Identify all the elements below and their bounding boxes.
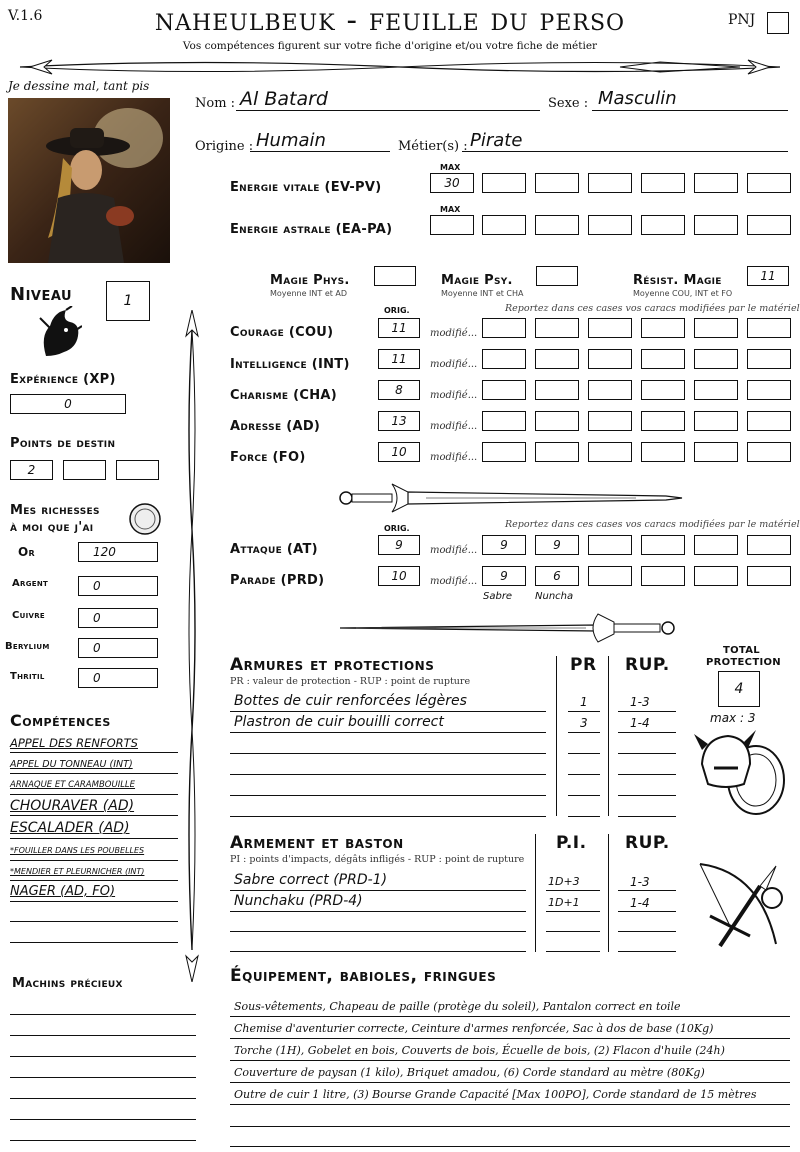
armure-rup[interactable]: 1-3 bbox=[630, 695, 650, 709]
machins-label: Machins précieux bbox=[12, 976, 123, 991]
ev-max-label: MAX bbox=[440, 163, 461, 172]
attaque-mod-box[interactable] bbox=[747, 535, 791, 555]
page-title: naheulbeuk - feuille du perso bbox=[154, 2, 626, 38]
armures-col-rup: RUP. bbox=[625, 655, 670, 675]
parade-mod-box[interactable] bbox=[641, 566, 685, 586]
stat-orig-box[interactable]: 10 bbox=[378, 442, 420, 462]
stat-mod-box[interactable] bbox=[641, 380, 685, 400]
ea-box[interactable] bbox=[641, 215, 685, 235]
arme-pi[interactable]: 1D+3 bbox=[548, 875, 580, 888]
weapons-icon bbox=[690, 856, 790, 952]
xp-label: Expérience (XP) bbox=[10, 372, 116, 387]
ev-box[interactable] bbox=[747, 173, 791, 193]
weapon-column-label: Sabre bbox=[483, 591, 513, 602]
attaque-label: Attaque (AT) bbox=[230, 542, 318, 557]
equipement-line[interactable]: Chemise d'aventurier correcte, Ceinture d'armes renforcée, Sac à dos de base (10Kg) bbox=[234, 1022, 714, 1035]
nom-field[interactable]: Al Batard bbox=[240, 88, 328, 110]
parade-modifie-label: modifié... bbox=[430, 576, 478, 587]
money-box[interactable]: 120 bbox=[78, 542, 158, 562]
niveau-label: Niveau bbox=[10, 284, 73, 305]
parade-mod-box[interactable] bbox=[747, 566, 791, 586]
stat-mod-box[interactable] bbox=[588, 380, 632, 400]
magie-psy-label: Magie Psy. bbox=[441, 273, 513, 288]
sword-ornament bbox=[336, 478, 686, 518]
arme-rup[interactable]: 1-3 bbox=[630, 875, 650, 889]
armures-title: Armures et protections bbox=[230, 655, 435, 675]
stat-label: Courage (COU) bbox=[230, 325, 334, 340]
resist-magie-box[interactable]: 11 bbox=[747, 266, 789, 286]
richesses-label: Mes richesses bbox=[10, 503, 100, 518]
competence-item[interactable]: APPEL DES RENFORTS bbox=[10, 736, 138, 750]
destin-box[interactable] bbox=[116, 460, 159, 480]
stat-mod-box[interactable] bbox=[747, 411, 791, 431]
money-label: Or bbox=[18, 545, 35, 559]
dragon-icon bbox=[36, 306, 82, 360]
armement-note: PI : points d'impacts, dégâts infligés - RUP : point de rupture bbox=[230, 854, 525, 865]
ev-box[interactable] bbox=[641, 173, 685, 193]
stats-orig-label: ORIG. bbox=[384, 306, 410, 315]
ev-box[interactable] bbox=[482, 173, 526, 193]
competence-item[interactable]: *MENDIER ET PLEURNICHER (INT) bbox=[10, 867, 145, 876]
stat-mod-box[interactable] bbox=[482, 349, 526, 369]
armures-col-pr: PR bbox=[570, 655, 597, 675]
stat-mod-box[interactable] bbox=[641, 349, 685, 369]
total-protection-label: TOTAL bbox=[723, 645, 760, 656]
stats-note: Reportez dans ces cases vos caracs modifiées par le matériel bbox=[505, 303, 800, 314]
competence-item[interactable]: CHOURAVER (AD) bbox=[10, 798, 135, 814]
metier-field[interactable]: Pirate bbox=[470, 130, 523, 151]
total-protection-box[interactable]: 4 bbox=[718, 671, 760, 707]
stat-mod-box[interactable] bbox=[588, 318, 632, 338]
equipement-line[interactable]: Couverture de paysan (1 kilo), Briquet amadou, (6) Corde standard au mètre (80Kg) bbox=[234, 1066, 705, 1079]
stat-mod-box[interactable] bbox=[694, 411, 738, 431]
magie-psy-note: Moyenne INT et CHA bbox=[441, 289, 524, 298]
stat-mod-box[interactable] bbox=[482, 318, 526, 338]
ea-max-box[interactable] bbox=[430, 215, 474, 235]
stat-mod-box[interactable] bbox=[535, 442, 579, 462]
attaque-orig-box[interactable]: 9 bbox=[378, 535, 420, 555]
equipement-line[interactable]: Outre de cuir 1 litre, (3) Bourse Grande Capacité [Max 100PO], Corde standard de 15 mètres bbox=[234, 1088, 757, 1101]
destin-box[interactable]: 2 bbox=[10, 460, 53, 480]
money-label: Berylium bbox=[5, 641, 50, 652]
attaque-mod-box[interactable] bbox=[588, 535, 632, 555]
version-label: V.1.6 bbox=[8, 8, 43, 24]
stat-mod-box[interactable] bbox=[694, 442, 738, 462]
stat-orig-box[interactable]: 13 bbox=[378, 411, 420, 431]
ea-box[interactable] bbox=[588, 215, 632, 235]
stat-mod-box[interactable] bbox=[694, 380, 738, 400]
arme-name[interactable]: Sabre correct (PRD-1) bbox=[234, 872, 388, 888]
ev-box[interactable] bbox=[535, 173, 579, 193]
armure-rup[interactable]: 1-4 bbox=[630, 716, 650, 730]
magie-phys-label: Magie Phys. bbox=[270, 273, 350, 288]
origine-label: Origine : bbox=[195, 139, 254, 154]
attaque-mod-box[interactable] bbox=[694, 535, 738, 555]
ea-label: Energie astrale (EA-PA) bbox=[230, 222, 393, 237]
destin-box[interactable] bbox=[63, 460, 106, 480]
parade-mod-box[interactable] bbox=[694, 566, 738, 586]
stat-modifie-label: modifié... bbox=[430, 421, 478, 432]
xp-box[interactable]: 0 bbox=[10, 394, 126, 414]
stat-mod-box[interactable] bbox=[482, 380, 526, 400]
equipement-title: Équipement, babioles, fringues bbox=[230, 966, 497, 986]
origine-field[interactable]: Humain bbox=[256, 130, 326, 151]
money-box[interactable]: 0 bbox=[78, 668, 158, 688]
stat-mod-box[interactable] bbox=[535, 411, 579, 431]
stat-mod-box[interactable] bbox=[694, 349, 738, 369]
parade-mod-box[interactable] bbox=[588, 566, 632, 586]
stat-orig-box[interactable]: 8 bbox=[378, 380, 420, 400]
armement-col-pi: P.I. bbox=[556, 833, 587, 853]
attaque-mod-box[interactable]: 9 bbox=[535, 535, 579, 555]
helmet-shield-icon bbox=[694, 724, 790, 818]
money-label: Cuivre bbox=[12, 610, 46, 621]
stat-mod-box[interactable] bbox=[641, 442, 685, 462]
ev-box[interactable] bbox=[694, 173, 738, 193]
magie-phys-note: Moyenne INT et AD bbox=[270, 289, 348, 298]
nom-label: Nom : bbox=[195, 96, 236, 111]
money-label: Argent bbox=[12, 578, 49, 589]
total-protection-label-2: PROTECTION bbox=[706, 657, 781, 668]
competence-item[interactable]: ARNAQUE ET CARAMBOUILLE bbox=[10, 780, 136, 790]
resist-magie-label: Résist. Magie bbox=[633, 273, 722, 288]
parade-mod-box[interactable]: 6 bbox=[535, 566, 579, 586]
arme-rup[interactable]: 1-4 bbox=[630, 896, 650, 910]
arme-pi[interactable]: 1D+1 bbox=[548, 896, 580, 909]
sexe-field[interactable]: Masculin bbox=[598, 88, 677, 109]
stat-mod-box[interactable] bbox=[747, 442, 791, 462]
ev-box[interactable] bbox=[588, 173, 632, 193]
sexe-label: Sexe : bbox=[548, 96, 589, 111]
armure-pr[interactable]: 3 bbox=[580, 716, 588, 730]
stat-modifie-label: modifié... bbox=[430, 359, 478, 370]
stat-label: Force (FO) bbox=[230, 450, 306, 465]
stat-modifie-label: modifié... bbox=[430, 452, 478, 463]
equipement-line[interactable]: Torche (1H), Gobelet en bois, Couverts de bois, Écuelle de bois, (2) Flacon d'huile (24h) bbox=[234, 1044, 725, 1057]
ea-box[interactable] bbox=[482, 215, 526, 235]
stat-orig-box[interactable]: 11 bbox=[378, 318, 420, 338]
weapon-column-label: Nuncha bbox=[535, 591, 574, 602]
stat-mod-box[interactable] bbox=[747, 349, 791, 369]
pnj-label: PNJ bbox=[728, 12, 756, 28]
ev-label: Energie vitale (EV-PV) bbox=[230, 180, 382, 195]
ea-box[interactable] bbox=[535, 215, 579, 235]
resist-magie-note: Moyenne COU, INT et FO bbox=[633, 289, 733, 298]
armure-name[interactable]: Plastron de cuir bouilli correct bbox=[234, 714, 444, 730]
attaque-mod-box[interactable] bbox=[641, 535, 685, 555]
stat-modifie-label: modifié... bbox=[430, 390, 478, 401]
stat-orig-box[interactable]: 11 bbox=[378, 349, 420, 369]
magie-phys-box[interactable] bbox=[374, 266, 416, 286]
stat-mod-box[interactable] bbox=[641, 318, 685, 338]
money-box[interactable]: 0 bbox=[78, 608, 158, 628]
stat-label: Charisme (CHA) bbox=[230, 388, 337, 403]
portrait-caption: Je dessine mal, tant pis bbox=[8, 79, 150, 93]
stat-mod-box[interactable] bbox=[588, 442, 632, 462]
magie-psy-box[interactable] bbox=[536, 266, 578, 286]
ea-box[interactable] bbox=[747, 215, 791, 235]
stat-label: Adresse (AD) bbox=[230, 419, 321, 434]
ev-max-box[interactable]: 30 bbox=[430, 173, 474, 193]
stat-label: Intelligence (INT) bbox=[230, 357, 350, 372]
competence-item[interactable]: APPEL DU TONNEAU (INT) bbox=[10, 759, 133, 770]
armement-title: Armement et baston bbox=[230, 833, 404, 853]
stat-mod-box[interactable] bbox=[482, 411, 526, 431]
parade-label: Parade (PRD) bbox=[230, 573, 325, 588]
attaque-modifie-label: modifié... bbox=[430, 545, 478, 556]
money-box[interactable]: 0 bbox=[78, 576, 158, 596]
stat-mod-box[interactable] bbox=[694, 318, 738, 338]
arme-name[interactable]: Nunchaku (PRD-4) bbox=[234, 893, 363, 909]
pnj-checkbox[interactable] bbox=[767, 12, 789, 34]
money-box[interactable]: 0 bbox=[78, 638, 158, 658]
competence-item[interactable]: *FOUILLER DANS LES POUBELLES bbox=[10, 846, 145, 855]
armures-note: PR : valeur de protection - RUP : point de rupture bbox=[230, 676, 471, 687]
ea-box[interactable] bbox=[694, 215, 738, 235]
stat-mod-box[interactable] bbox=[535, 349, 579, 369]
richesses-label-2: à moi que j'ai bbox=[10, 520, 94, 535]
portrait-image bbox=[8, 98, 170, 263]
metier-label: Métier(s) : bbox=[398, 139, 468, 154]
parade-orig-box[interactable]: 10 bbox=[378, 566, 420, 586]
stat-mod-box[interactable] bbox=[747, 380, 791, 400]
max-protection: max : 3 bbox=[710, 711, 756, 725]
header-spear-ornament bbox=[0, 54, 800, 80]
spear-divider bbox=[180, 310, 204, 982]
parade-mod-box[interactable]: 9 bbox=[482, 566, 526, 586]
destin-label: Points de destin bbox=[10, 436, 116, 451]
armure-name[interactable]: Bottes de cuir renforcées légères bbox=[234, 693, 467, 709]
sword-ornament bbox=[336, 608, 686, 648]
stat-mod-box[interactable] bbox=[641, 411, 685, 431]
page-subtitle: Vos compétences figurent sur votre fiche d'origine et/ou votre fiche de métier bbox=[182, 40, 598, 52]
stat-mod-box[interactable] bbox=[747, 318, 791, 338]
equipement-line[interactable]: Sous-vêtements, Chapeau de paille (protège du soleil), Pantalon correct en toile bbox=[234, 1000, 681, 1013]
stat-mod-box[interactable] bbox=[535, 318, 579, 338]
stat-mod-box[interactable] bbox=[588, 349, 632, 369]
stat-modifie-label: modifié... bbox=[430, 328, 478, 339]
competence-item[interactable]: ESCALADER (AD) bbox=[10, 820, 130, 836]
money-label: Thritil bbox=[10, 671, 45, 682]
stat-mod-box[interactable] bbox=[482, 442, 526, 462]
armement-col-rup: RUP. bbox=[625, 833, 670, 853]
competence-item[interactable]: NAGER (AD, FO) bbox=[10, 884, 116, 899]
niveau-box[interactable]: 1 bbox=[106, 281, 150, 321]
stat-mod-box[interactable] bbox=[588, 411, 632, 431]
combat-orig-label: ORIG. bbox=[384, 524, 410, 533]
ea-max-label: MAX bbox=[440, 205, 461, 214]
stat-mod-box[interactable] bbox=[535, 380, 579, 400]
competences-label: Compétences bbox=[10, 711, 111, 730]
attaque-mod-box[interactable]: 9 bbox=[482, 535, 526, 555]
coin-icon bbox=[128, 502, 162, 536]
combat-note: Reportez dans ces cases vos caracs modifiées par le matériel bbox=[505, 519, 800, 530]
armure-pr[interactable]: 1 bbox=[580, 695, 588, 709]
